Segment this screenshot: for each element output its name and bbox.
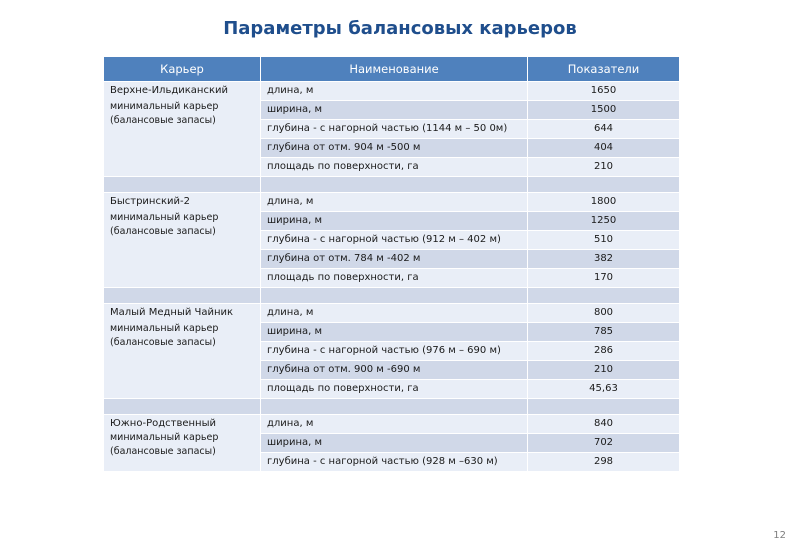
param-value: 404 <box>528 139 680 158</box>
column-header-values: Показатели <box>528 57 680 82</box>
param-name: площадь по поверхности, га <box>261 380 528 399</box>
param-name: глубина - с нагорной частью (1144 м – 50 0м) <box>261 120 528 139</box>
param-name: площадь по поверхности, га <box>261 158 528 177</box>
table-row <box>104 415 680 434</box>
param-value: 1250 <box>528 212 680 231</box>
quarry-subtitle: минимальный карьер <box>110 432 219 443</box>
param-value: 1800 <box>528 193 680 212</box>
quarry-cell <box>104 304 261 399</box>
quarry-name: Быстринский-2 <box>110 196 190 207</box>
param-value: 840 <box>528 415 680 434</box>
quarry-subtitle: (балансовые запасы) <box>110 226 216 237</box>
quarry-cell <box>104 193 261 288</box>
param-name: ширина, м <box>261 434 528 453</box>
param-value: 298 <box>528 453 680 472</box>
table-row <box>104 193 680 212</box>
quarry-subtitle: минимальный карьер <box>110 323 219 334</box>
param-value: 1650 <box>528 82 680 101</box>
column-header-quarry: Карьер <box>104 57 261 82</box>
param-value: 210 <box>528 361 680 380</box>
param-value: 45,63 <box>528 380 680 399</box>
param-name: глубина от отм. 904 м -500 м <box>261 139 528 158</box>
param-name: длина, м <box>261 82 528 101</box>
param-name: ширина, м <box>261 212 528 231</box>
param-name: глубина от отм. 900 м -690 м <box>261 361 528 380</box>
column-header-name: Наименование <box>261 57 528 82</box>
separator-row <box>104 399 680 415</box>
separator-row <box>104 177 680 193</box>
param-value: 286 <box>528 342 680 361</box>
param-name: ширина, м <box>261 101 528 120</box>
quarry-name: Малый Медный Чайник <box>110 307 234 318</box>
quarry-subtitle: минимальный карьер <box>110 212 219 223</box>
quarry-subtitle: (балансовые запасы) <box>110 337 216 348</box>
param-name: глубина - с нагорной частью (976 м – 690 м) <box>261 342 528 361</box>
param-name: длина, м <box>261 304 528 323</box>
quarry-subtitle: минимальный карьер <box>110 101 219 112</box>
slide-title: Параметры балансовых карьеров <box>223 18 577 39</box>
param-value: 800 <box>528 304 680 323</box>
quarry-cell <box>104 415 261 472</box>
quarry-cell <box>104 82 261 177</box>
separator-row <box>104 288 680 304</box>
param-name: площадь по поверхности, га <box>261 269 528 288</box>
param-value: 510 <box>528 231 680 250</box>
param-name: длина, м <box>261 193 528 212</box>
param-value: 1500 <box>528 101 680 120</box>
param-value: 382 <box>528 250 680 269</box>
param-name: ширина, м <box>261 323 528 342</box>
quarry-name: Южно-Родственный <box>110 418 216 429</box>
param-value: 702 <box>528 434 680 453</box>
quarry-name: Верхне-Ильдиканский <box>110 85 228 96</box>
page-number: 12 <box>773 530 786 541</box>
quarry-subtitle: (балансовые запасы) <box>110 446 216 457</box>
param-value: 210 <box>528 158 680 177</box>
param-value: 785 <box>528 323 680 342</box>
quarry-subtitle: (балансовые запасы) <box>110 115 216 126</box>
param-value: 644 <box>528 120 680 139</box>
param-name: глубина - с нагорной частью (928 м –630 м) <box>261 453 528 472</box>
param-name: глубина от отм. 784 м -402 м <box>261 250 528 269</box>
table-header-row <box>104 57 680 82</box>
param-value: 170 <box>528 269 680 288</box>
param-name: глубина - с нагорной частью (912 м – 402 м) <box>261 231 528 250</box>
quarry-parameters-table <box>103 56 680 472</box>
table-row <box>104 82 680 101</box>
param-name: длина, м <box>261 415 528 434</box>
table-row <box>104 304 680 323</box>
